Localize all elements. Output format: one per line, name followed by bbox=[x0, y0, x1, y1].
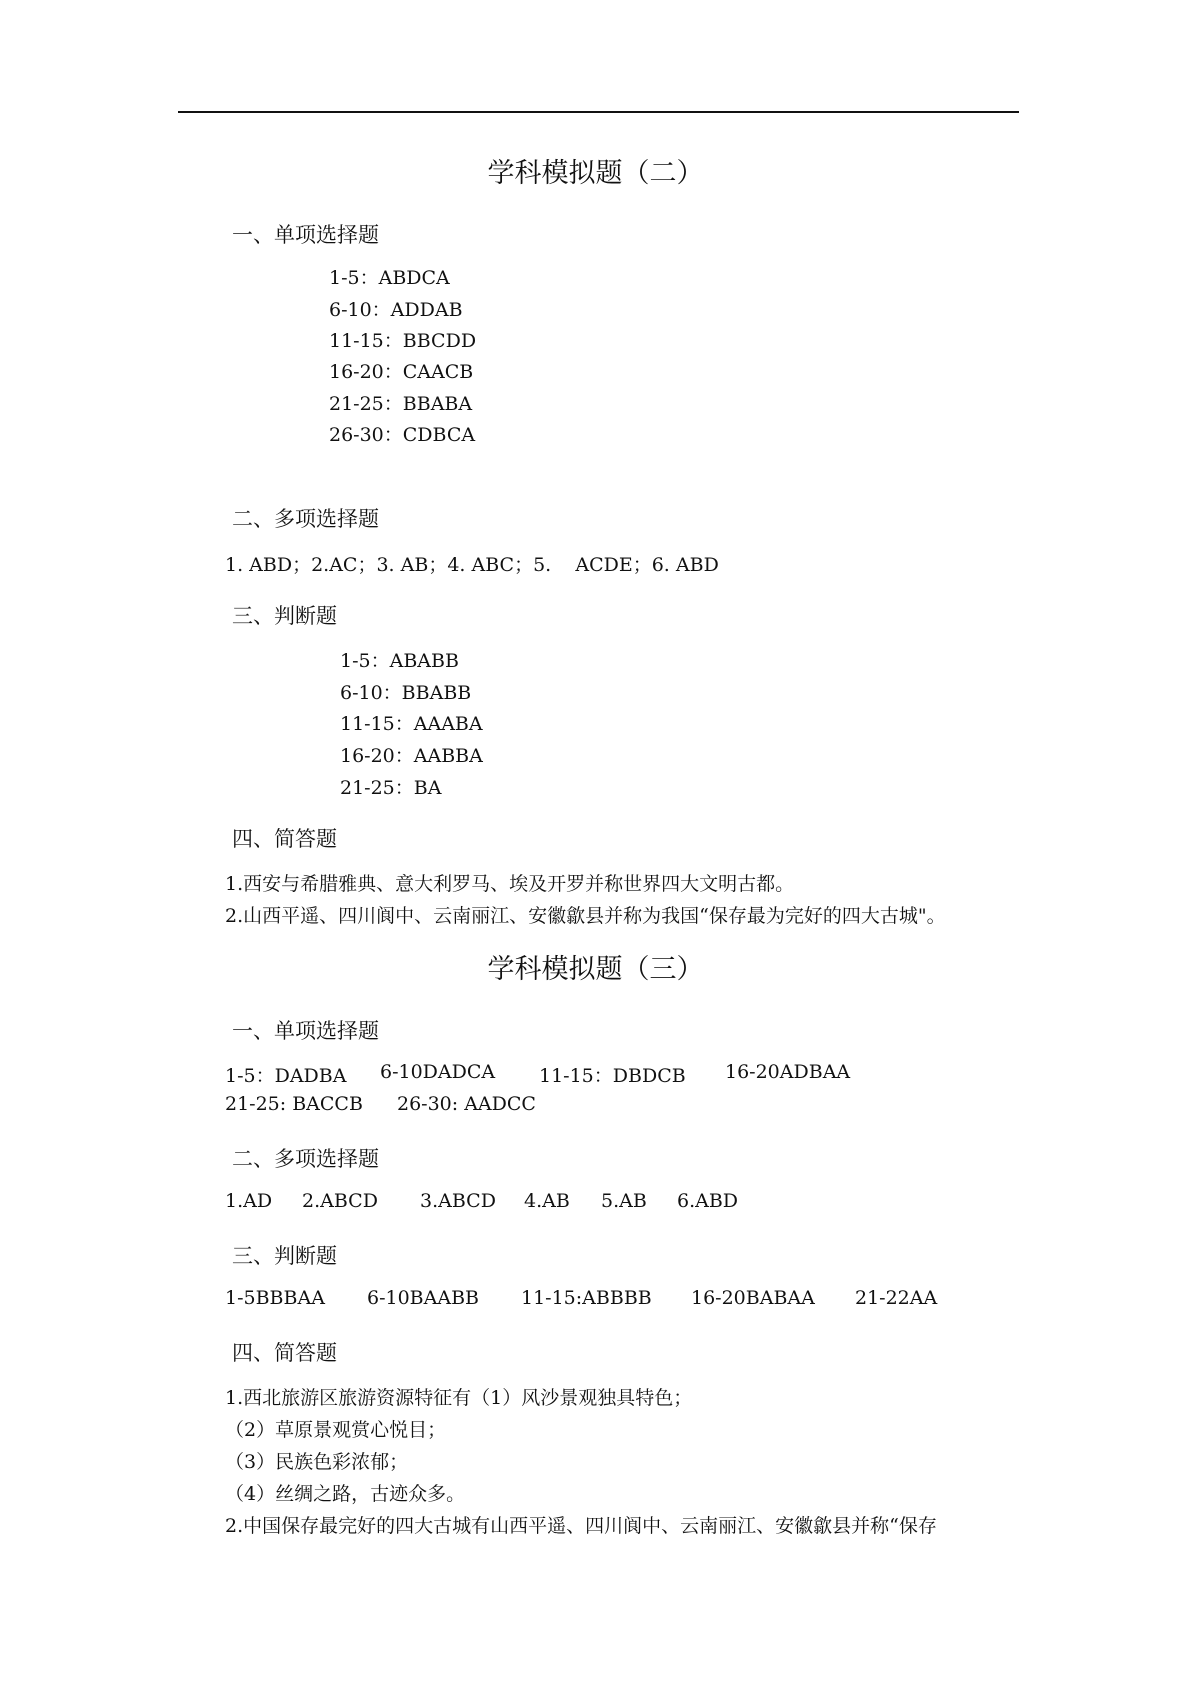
paper2-true-false-line: 11-15：AAABA bbox=[340, 713, 483, 735]
paper3-short-answer-line: 1.西北旅游区旅游资源特征有（1）风沙景观独具特色； bbox=[225, 1387, 693, 1409]
paper3-single-choice-row bbox=[225, 1093, 536, 1115]
answer-group: 26-30: AADCC bbox=[397, 1093, 536, 1115]
paper3-short-answer-line: （3）民族色彩浓郁； bbox=[225, 1451, 409, 1473]
answer-group: 16-20BABAA bbox=[691, 1287, 815, 1309]
answer-group: 4.AB bbox=[524, 1190, 570, 1212]
answer-group: 6.ABD bbox=[677, 1190, 739, 1212]
paper3-true-false-row bbox=[225, 1287, 937, 1309]
paper2-short-answer-line: 1.西安与希腊雅典、意大利罗马、埃及开罗并称世界四大文明古都。 bbox=[225, 873, 795, 895]
paper3-section2-heading: 二、多项选择题 bbox=[232, 1147, 379, 1171]
paper2-section3-heading: 三、判断题 bbox=[232, 604, 337, 628]
paper2-single-choice-line: 26-30：CDBCA bbox=[329, 424, 476, 446]
paper2-single-choice-line: 16-20：CAACB bbox=[329, 361, 474, 383]
paper3-short-answer-line: （4）丝绸之路，古迹众多。 bbox=[225, 1483, 466, 1505]
paper2-true-false-line: 1-5：ABABB bbox=[340, 650, 459, 672]
paper3-section3-heading: 三、判断题 bbox=[232, 1244, 337, 1268]
paper3-short-answer-line: 2.中国保存最完好的四大古城有山西平遥、四川阆中、云南丽江、安徽歙县并称“保存 bbox=[225, 1515, 937, 1537]
paper2-single-choice-line: 21-25：BBABA bbox=[329, 393, 473, 415]
paper3-single-choice-row bbox=[225, 1061, 850, 1088]
answer-group: 5.AB bbox=[601, 1190, 647, 1212]
paper3-title: 学科模拟题（三） bbox=[487, 954, 704, 985]
header-rule bbox=[178, 111, 1019, 113]
paper2-single-choice-line: 11-15：BBCDD bbox=[329, 330, 477, 352]
paper3-short-answer-line: （2）草原景观赏心悦目； bbox=[225, 1419, 447, 1441]
paper2-section4-heading: 四、简答题 bbox=[232, 827, 337, 851]
paper2-true-false-line: 16-20：AABBA bbox=[340, 745, 483, 767]
paper2-multi-choice-line: 1. ABD；2.AC；3. AB；4. ABC；5. ACDE；6. ABD bbox=[225, 554, 719, 576]
paper2-single-choice-line: 1-5：ABDCA bbox=[329, 267, 450, 289]
answer-group: 16-20ADBAA bbox=[725, 1061, 851, 1083]
answer-group: 3.ABCD bbox=[420, 1190, 496, 1212]
answer-group: 21-22AA bbox=[855, 1287, 938, 1309]
paper2-title: 学科模拟题（二） bbox=[487, 158, 704, 189]
paper3-section1-heading: 一、单项选择题 bbox=[232, 1019, 379, 1043]
paper3-section4-heading: 四、简答题 bbox=[232, 1341, 337, 1365]
answer-group: 1.AD bbox=[225, 1190, 273, 1212]
paper2-section1-heading: 一、单项选择题 bbox=[232, 223, 379, 247]
answer-group: 6-10BAABB bbox=[367, 1287, 480, 1309]
paper3-multi-choice-row bbox=[225, 1190, 738, 1212]
paper2-section2-heading: 二、多项选择题 bbox=[232, 507, 379, 531]
paper2-true-false-line: 6-10：BBABB bbox=[340, 682, 472, 704]
answer-group: 11-15：DBDCB bbox=[539, 1065, 686, 1087]
answer-group: 2.ABCD bbox=[302, 1190, 378, 1212]
answer-group: 6-10DADCA bbox=[380, 1061, 496, 1083]
answer-group: 1-5：DADBA bbox=[225, 1065, 347, 1087]
paper2-true-false-line: 21-25：BA bbox=[340, 777, 442, 799]
answer-group: 11-15:ABBBB bbox=[521, 1287, 652, 1309]
answer-group: 21-25: BACCB bbox=[225, 1093, 363, 1115]
answer-group: 1-5BBBAA bbox=[225, 1287, 325, 1309]
paper2-single-choice-line: 6-10：ADDAB bbox=[329, 299, 463, 321]
paper2-short-answer-line: 2.山西平遥、四川阆中、云南丽江、安徽歙县并称为我国“保存最为完好的四大古城"。 bbox=[225, 905, 946, 927]
